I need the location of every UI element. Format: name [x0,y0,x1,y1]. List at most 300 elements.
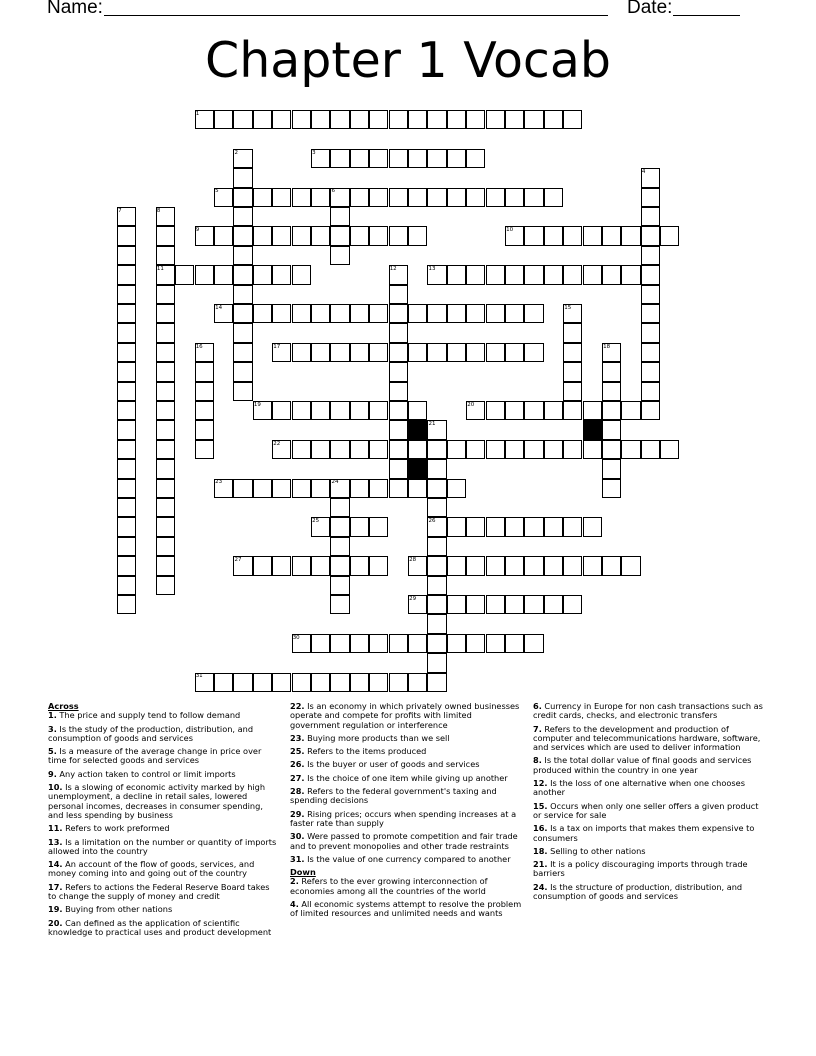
grid-cell[interactable] [505,304,524,323]
grid-cell[interactable] [641,304,660,323]
grid-cell[interactable] [253,226,272,245]
grid-cell[interactable] [486,401,505,420]
grid-cell[interactable] [641,246,660,265]
grid-cell[interactable] [505,556,524,575]
grid-cell[interactable] [427,595,446,614]
grid-cell[interactable] [156,343,175,362]
grid-cell[interactable] [311,634,330,653]
grid-cell[interactable] [505,401,524,420]
grid-cell[interactable] [408,110,427,129]
grid-cell[interactable] [253,188,272,207]
grid-cell[interactable] [233,168,252,187]
grid-cell[interactable] [369,634,388,653]
grid-cell[interactable] [621,226,640,245]
grid-cell[interactable] [369,479,388,498]
grid-cell[interactable] [427,653,446,672]
grid-cell[interactable] [621,556,640,575]
grid-cell[interactable] [602,362,621,381]
grid-cell[interactable] [583,401,602,420]
grid-cell[interactable] [389,401,408,420]
grid-cell[interactable] [427,634,446,653]
grid-cell[interactable] [369,556,388,575]
grid-cell[interactable] [233,673,252,692]
grid-cell[interactable] [505,343,524,362]
grid-cell[interactable] [233,285,252,304]
grid-cell[interactable] [447,556,466,575]
grid-cell[interactable] [156,537,175,556]
grid-cell[interactable] [233,304,252,323]
grid-cell[interactable] [427,304,446,323]
grid-cell[interactable] [524,634,543,653]
grid-cell[interactable] [195,420,214,439]
grid-cell[interactable] [350,517,369,536]
grid-cell[interactable] [447,265,466,284]
grid-cell[interactable] [292,479,311,498]
grid-cell[interactable] [660,226,679,245]
grid-cell[interactable] [350,149,369,168]
grid-cell[interactable] [214,226,233,245]
grid-cell[interactable] [117,576,136,595]
grid-cell[interactable] [311,343,330,362]
grid-cell[interactable] [524,110,543,129]
grid-cell[interactable] [369,226,388,245]
grid-cell[interactable] [350,556,369,575]
grid-cell[interactable] [330,304,349,323]
grid-cell[interactable] [330,498,349,517]
grid-cell[interactable] [389,479,408,498]
grid-cell[interactable] [563,323,582,342]
grid-cell[interactable] [389,343,408,362]
grid-cell[interactable] [524,401,543,420]
grid-cell[interactable] [505,595,524,614]
grid-cell[interactable] [369,304,388,323]
grid-cell[interactable] [233,323,252,342]
grid-cell[interactable] [330,110,349,129]
grid-cell[interactable] [292,226,311,245]
grid-cell[interactable] [408,634,427,653]
grid-cell[interactable] [602,265,621,284]
grid-cell[interactable] [156,420,175,439]
grid-cell[interactable] [427,614,446,633]
grid-cell[interactable] [389,323,408,342]
grid-cell[interactable] [292,188,311,207]
grid-cell[interactable] [214,673,233,692]
grid-cell[interactable] [350,343,369,362]
grid-cell[interactable] [117,226,136,245]
grid-cell[interactable] [524,188,543,207]
grid-cell[interactable] [408,673,427,692]
grid-cell[interactable] [156,226,175,245]
grid-cell[interactable] [505,110,524,129]
grid-cell[interactable] [427,188,446,207]
grid-cell[interactable] [427,459,446,478]
grid-cell[interactable] [447,343,466,362]
grid-cell[interactable] [602,556,621,575]
grid-cell[interactable] [602,459,621,478]
grid-cell[interactable] [311,110,330,129]
grid-cell[interactable] [292,265,311,284]
grid-cell[interactable] [524,440,543,459]
grid-cell[interactable] [524,343,543,362]
grid-cell[interactable] [641,226,660,245]
grid-cell[interactable] [660,440,679,459]
grid-cell[interactable] [156,576,175,595]
grid-cell[interactable] [195,401,214,420]
grid-cell[interactable] [233,246,252,265]
grid-cell[interactable] [350,226,369,245]
grid-cell[interactable] [156,362,175,381]
grid-cell[interactable] [602,420,621,439]
grid-cell[interactable] [563,110,582,129]
grid-cell[interactable] [292,343,311,362]
grid-cell[interactable] [447,440,466,459]
grid-cell[interactable] [369,673,388,692]
grid-cell[interactable] [486,304,505,323]
grid-cell[interactable] [292,673,311,692]
grid-cell[interactable] [311,401,330,420]
grid-cell[interactable] [524,226,543,245]
grid-cell[interactable] [292,401,311,420]
grid-cell[interactable] [466,149,485,168]
grid-cell[interactable] [350,188,369,207]
grid-cell[interactable] [272,401,291,420]
grid-cell[interactable] [447,634,466,653]
grid-cell[interactable] [466,440,485,459]
grid-cell[interactable] [156,285,175,304]
grid-cell[interactable] [311,673,330,692]
grid-cell[interactable] [156,459,175,478]
grid-cell[interactable] [330,556,349,575]
grid-cell[interactable] [583,226,602,245]
grid-cell[interactable] [117,265,136,284]
grid-cell[interactable] [427,673,446,692]
grid-cell[interactable] [350,479,369,498]
grid-cell[interactable] [641,188,660,207]
grid-cell[interactable] [563,401,582,420]
grid-cell[interactable] [369,440,388,459]
grid-cell[interactable] [117,401,136,420]
grid-cell[interactable] [369,149,388,168]
grid-cell[interactable] [311,188,330,207]
grid-cell[interactable] [505,517,524,536]
grid-cell[interactable] [272,265,291,284]
grid-cell[interactable] [117,343,136,362]
grid-cell[interactable] [389,382,408,401]
grid-cell[interactable] [486,440,505,459]
grid-cell[interactable] [486,343,505,362]
grid-cell[interactable] [427,498,446,517]
grid-cell[interactable] [505,440,524,459]
grid-cell[interactable] [544,401,563,420]
grid-cell[interactable] [272,479,291,498]
grid-cell[interactable] [330,595,349,614]
grid-cell[interactable] [641,382,660,401]
grid-cell[interactable] [427,440,446,459]
grid-cell[interactable] [408,343,427,362]
grid-cell[interactable] [389,304,408,323]
grid-cell[interactable] [311,440,330,459]
grid-cell[interactable] [641,285,660,304]
grid-cell[interactable] [447,595,466,614]
grid-cell[interactable] [563,362,582,381]
grid-cell[interactable] [544,517,563,536]
grid-cell[interactable] [524,265,543,284]
grid-cell[interactable] [544,440,563,459]
grid-cell[interactable] [602,479,621,498]
grid-cell[interactable] [621,440,640,459]
grid-cell[interactable] [563,265,582,284]
grid-cell[interactable] [389,110,408,129]
grid-cell[interactable] [272,673,291,692]
grid-cell[interactable] [233,382,252,401]
grid-cell[interactable] [272,110,291,129]
grid-cell[interactable] [486,595,505,614]
grid-cell[interactable] [447,149,466,168]
grid-cell[interactable] [447,479,466,498]
grid-cell[interactable] [195,440,214,459]
grid-cell[interactable] [195,362,214,381]
grid-cell[interactable] [350,304,369,323]
grid-cell[interactable] [544,188,563,207]
grid-cell[interactable] [272,188,291,207]
grid-cell[interactable] [621,265,640,284]
grid-cell[interactable] [466,110,485,129]
grid-cell[interactable] [427,343,446,362]
grid-cell[interactable] [447,188,466,207]
grid-cell[interactable] [156,556,175,575]
grid-cell[interactable] [389,285,408,304]
grid-cell[interactable] [253,479,272,498]
grid-cell[interactable] [233,265,252,284]
grid-cell[interactable] [233,479,252,498]
grid-cell[interactable] [369,401,388,420]
grid-cell[interactable] [524,556,543,575]
grid-cell[interactable] [602,382,621,401]
grid-cell[interactable] [311,304,330,323]
grid-cell[interactable] [253,265,272,284]
grid-cell[interactable] [389,673,408,692]
grid-cell[interactable] [486,556,505,575]
grid-cell[interactable] [408,479,427,498]
grid-cell[interactable] [330,673,349,692]
grid-cell[interactable] [311,226,330,245]
grid-cell[interactable] [563,517,582,536]
grid-cell[interactable] [466,265,485,284]
grid-cell[interactable] [544,556,563,575]
grid-cell[interactable] [330,149,349,168]
grid-cell[interactable] [389,634,408,653]
grid-cell[interactable] [563,595,582,614]
grid-cell[interactable] [602,440,621,459]
grid-cell[interactable] [641,207,660,226]
grid-cell[interactable] [117,556,136,575]
grid-cell[interactable] [292,556,311,575]
grid-cell[interactable] [466,343,485,362]
grid-cell[interactable] [156,304,175,323]
grid-cell[interactable] [389,188,408,207]
grid-cell[interactable] [292,440,311,459]
grid-cell[interactable] [427,149,446,168]
grid-cell[interactable] [330,537,349,556]
grid-cell[interactable] [156,498,175,517]
grid-cell[interactable] [641,343,660,362]
grid-cell[interactable] [505,634,524,653]
grid-cell[interactable] [583,556,602,575]
grid-cell[interactable] [389,149,408,168]
grid-cell[interactable] [447,304,466,323]
grid-cell[interactable] [466,304,485,323]
grid-cell[interactable] [369,343,388,362]
grid-cell[interactable] [253,556,272,575]
grid-cell[interactable] [330,207,349,226]
grid-cell[interactable] [602,226,621,245]
grid-cell[interactable] [466,595,485,614]
grid-cell[interactable] [583,265,602,284]
grid-cell[interactable] [233,362,252,381]
grid-cell[interactable] [427,479,446,498]
grid-cell[interactable] [563,556,582,575]
grid-cell[interactable] [117,323,136,342]
grid-cell[interactable] [117,479,136,498]
grid-cell[interactable] [408,304,427,323]
grid-cell[interactable] [292,110,311,129]
grid-cell[interactable] [486,265,505,284]
grid-cell[interactable] [466,188,485,207]
grid-cell[interactable] [233,188,252,207]
grid-cell[interactable] [350,673,369,692]
grid-cell[interactable] [641,265,660,284]
grid-cell[interactable] [408,226,427,245]
grid-cell[interactable] [447,517,466,536]
grid-cell[interactable] [272,556,291,575]
grid-cell[interactable] [621,401,640,420]
grid-cell[interactable] [544,110,563,129]
grid-cell[interactable] [117,420,136,439]
grid-cell[interactable] [253,110,272,129]
grid-cell[interactable] [389,459,408,478]
grid-cell[interactable] [544,595,563,614]
grid-cell[interactable] [253,673,272,692]
grid-cell[interactable] [117,362,136,381]
grid-cell[interactable] [292,304,311,323]
grid-cell[interactable] [427,537,446,556]
grid-cell[interactable] [524,304,543,323]
grid-cell[interactable] [427,556,446,575]
grid-cell[interactable] [583,517,602,536]
grid-cell[interactable] [369,188,388,207]
grid-cell[interactable] [505,188,524,207]
grid-cell[interactable] [602,401,621,420]
grid-cell[interactable] [330,440,349,459]
grid-cell[interactable] [253,304,272,323]
grid-cell[interactable] [156,382,175,401]
grid-cell[interactable] [233,226,252,245]
grid-cell[interactable] [214,110,233,129]
grid-cell[interactable] [524,517,543,536]
grid-cell[interactable] [330,401,349,420]
grid-cell[interactable] [117,246,136,265]
grid-cell[interactable] [117,498,136,517]
grid-cell[interactable] [117,304,136,323]
grid-cell[interactable] [427,110,446,129]
grid-cell[interactable] [156,517,175,536]
grid-cell[interactable] [156,479,175,498]
grid-cell[interactable] [486,188,505,207]
grid-cell[interactable] [563,226,582,245]
grid-cell[interactable] [330,634,349,653]
grid-cell[interactable] [408,149,427,168]
grid-cell[interactable] [330,517,349,536]
grid-cell[interactable] [233,110,252,129]
grid-cell[interactable] [330,226,349,245]
grid-cell[interactable] [466,556,485,575]
grid-cell[interactable] [156,323,175,342]
grid-cell[interactable] [486,517,505,536]
grid-cell[interactable] [156,440,175,459]
grid-cell[interactable] [350,440,369,459]
grid-cell[interactable] [156,246,175,265]
grid-cell[interactable] [369,110,388,129]
grid-cell[interactable] [117,537,136,556]
grid-cell[interactable] [195,265,214,284]
grid-cell[interactable] [117,459,136,478]
grid-cell[interactable] [583,440,602,459]
grid-cell[interactable] [486,634,505,653]
grid-cell[interactable] [330,246,349,265]
grid-cell[interactable] [466,634,485,653]
grid-cell[interactable] [524,595,543,614]
grid-cell[interactable] [117,595,136,614]
grid-cell[interactable] [505,265,524,284]
grid-cell[interactable] [389,420,408,439]
grid-cell[interactable] [117,382,136,401]
grid-cell[interactable] [408,401,427,420]
grid-cell[interactable] [117,285,136,304]
grid-cell[interactable] [330,576,349,595]
grid-cell[interactable] [544,265,563,284]
grid-cell[interactable] [466,517,485,536]
grid-cell[interactable] [641,440,660,459]
grid-cell[interactable] [369,517,388,536]
grid-cell[interactable] [389,440,408,459]
grid-cell[interactable] [641,362,660,381]
grid-cell[interactable] [156,401,175,420]
grid-cell[interactable] [350,401,369,420]
grid-cell[interactable] [214,265,233,284]
grid-cell[interactable] [311,479,330,498]
grid-cell[interactable] [447,110,466,129]
grid-cell[interactable] [408,188,427,207]
grid-cell[interactable] [330,343,349,362]
grid-cell[interactable] [350,110,369,129]
grid-cell[interactable] [389,226,408,245]
grid-cell[interactable] [641,323,660,342]
grid-cell[interactable] [272,226,291,245]
grid-cell[interactable] [408,440,427,459]
grid-cell[interactable] [563,343,582,362]
grid-cell[interactable] [233,343,252,362]
grid-cell[interactable] [175,265,194,284]
grid-cell[interactable] [641,401,660,420]
grid-cell[interactable] [486,110,505,129]
grid-cell[interactable] [427,576,446,595]
grid-cell[interactable] [117,440,136,459]
grid-cell[interactable] [233,207,252,226]
grid-cell[interactable] [195,382,214,401]
grid-cell[interactable] [272,304,291,323]
grid-cell[interactable] [350,634,369,653]
grid-cell[interactable] [117,517,136,536]
